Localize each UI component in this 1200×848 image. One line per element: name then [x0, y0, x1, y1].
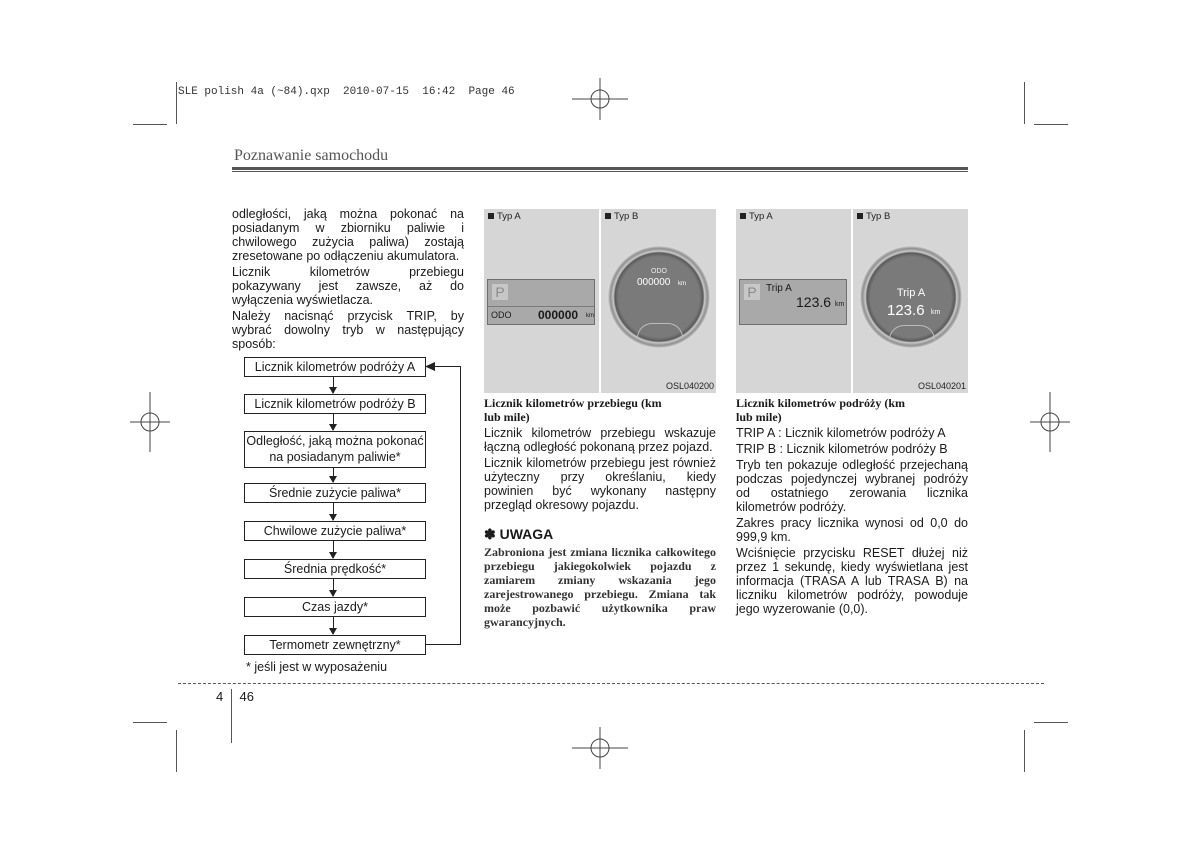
type-b-label: Typ B [857, 211, 890, 222]
chapter-number: 4 [216, 689, 224, 704]
flow-arrow [333, 616, 334, 634]
registration-mark-left [130, 392, 170, 452]
lcd-unit: km [586, 313, 594, 319]
lcd-value: 123.6 [796, 294, 832, 310]
gauge-display [859, 245, 963, 349]
lcd-value: 000000 [538, 308, 579, 322]
paragraph: TRIP A : Licznik kilometrów podróży A [736, 426, 946, 440]
crop-mark [133, 722, 167, 723]
figure-code: OSL040200 [665, 381, 714, 391]
flow-arrow [333, 376, 334, 393]
paragraph: Należy nacisnąć przycisk TRIP, by wybrać dowolny tryb w następujący sposób: [232, 309, 464, 351]
section-title: Poznawanie samochodu [234, 147, 389, 164]
flow-step: Licznik kilometrów podróży A [244, 357, 426, 377]
gauge-unit: km [678, 281, 686, 287]
gauge-arc [889, 325, 935, 340]
warning-title: ✽ UWAGA [484, 526, 554, 542]
figure-code: OSL040201 [917, 381, 966, 391]
crop-mark [1034, 722, 1068, 723]
registration-mark-bottom [572, 727, 628, 769]
title-rule [232, 167, 968, 172]
loop-arrowhead [425, 362, 435, 371]
flow-step: Chwilowe zużycie paliwa* [244, 521, 426, 541]
loop-line [426, 644, 460, 645]
lcd-label: ODO [491, 310, 512, 320]
figure-trip-meter [736, 209, 968, 393]
crop-mark [1024, 730, 1025, 772]
registration-mark-top [572, 78, 628, 120]
lcd-divider [488, 306, 594, 307]
paragraph: Zakres pracy licznika wynosi od 0,0 do 999,9 km. [736, 516, 968, 544]
page-num: 46 [239, 689, 254, 704]
paragraph: odległości, jaką można pokonać na posiadanym w zbiorniku paliwie i chwilowego zużycia paliwa) zostają zresetowane po odłączeniu akumulatora. [232, 207, 464, 263]
gauge-value: 123.6 [887, 302, 925, 319]
flow-arrow [333, 502, 334, 520]
gear-indicator: P [492, 284, 508, 300]
gauge-value: 000000 [637, 277, 671, 288]
printer-header: SLE polish 4a (~84).qxp 2010-07-15 16:42 Page 46 [178, 86, 515, 98]
paragraph: Tryb ten pokazuje odległość przejechaną podczas pojedynczej wybranej podróży od ostatniego zerowania licznika kilometrów podróży. [736, 458, 968, 514]
lcd-label: Trip A [766, 283, 792, 294]
flow-arrow [333, 540, 334, 558]
odometer-text [484, 426, 716, 512]
loop-line [460, 366, 461, 645]
page-divider [231, 689, 232, 743]
lcd-unit: km [835, 301, 845, 308]
gauge-label: ODO [651, 268, 667, 275]
type-a-label: Typ A [740, 211, 773, 222]
paragraph: Licznik kilometrów przebiegu pokazywany jest zawsze, aż do wyłączenia wyświetlacza. [232, 265, 464, 307]
trip-meter-text [736, 426, 968, 616]
type-b-label: Typ B [605, 211, 638, 222]
right-column [736, 396, 968, 616]
crop-mark [176, 82, 177, 124]
footer-rule [178, 683, 1044, 684]
gauge-display [607, 245, 711, 349]
gauge-unit: km [931, 309, 941, 316]
lcd-display [487, 279, 595, 325]
crop-mark [1034, 124, 1068, 125]
lcd-display [739, 279, 847, 325]
page-number [216, 689, 254, 743]
trip-meter-heading: Licznik kilometrów podróży (km lub mile) [736, 396, 905, 424]
middle-column [484, 396, 716, 629]
flow-step: Czas jazdy* [244, 597, 426, 617]
odometer-heading: Licznik kilometrów przebiegu (km lub mile) [484, 396, 662, 424]
crop-mark [133, 124, 167, 125]
warning-text: Zabroniona jest zmiana licznika całkowitego przebiegu jakiegokolwiek pojazdu z zamiarem zmiany wskazania jego zarejestrowanego przebiegu. Zmiana tak może pozbawić użytkownika praw gwarancyjnych. [484, 545, 716, 629]
footnote: * jeśli jest w wyposażeniu [246, 660, 388, 674]
flow-arrow [333, 413, 334, 430]
crop-mark [176, 730, 177, 772]
flow-step: Średnie zużycie paliwa* [244, 483, 426, 503]
registration-mark-right [1030, 392, 1070, 452]
left-column-text [232, 207, 464, 353]
flow-arrow [333, 578, 334, 596]
type-a-label: Typ A [488, 211, 521, 222]
flow-step: Termometr zewnętrzny* [244, 635, 426, 655]
figure-odometer [484, 209, 716, 393]
flow-step: Licznik kilometrów podróży B [244, 394, 426, 414]
flow-step: Odległość, jaką można pokonać na posiadanym paliwie* [244, 431, 426, 468]
flow-step: Średnia prędkość* [244, 559, 426, 579]
gear-indicator: P [744, 284, 760, 300]
crop-mark [1024, 82, 1025, 124]
paragraph: Licznik kilometrów przebiegu jest również użyteczny przy określaniu, kiedy powinien być wykonany następny przegląd okresowy pojazdu. [484, 456, 716, 512]
gauge-label: Trip A [896, 287, 926, 299]
flow-arrow [333, 467, 334, 482]
paragraph: Wciśnięcie przycisku RESET dłużej niż przez 1 sekundę, kiedy wyświetlana jest informacja (TRASA A lub TRASA B) na liczniku kilometrów podróży, powoduje jego wyzerowanie (0,0). [736, 546, 968, 616]
paragraph: TRIP B : Licznik kilometrów podróży B [736, 442, 948, 456]
paragraph: Licznik kilometrów przebiegu wskazuje łączną odległość pokonaną przez pojazd. [484, 426, 716, 454]
loop-line [433, 366, 461, 367]
gauge-arc [637, 323, 683, 338]
